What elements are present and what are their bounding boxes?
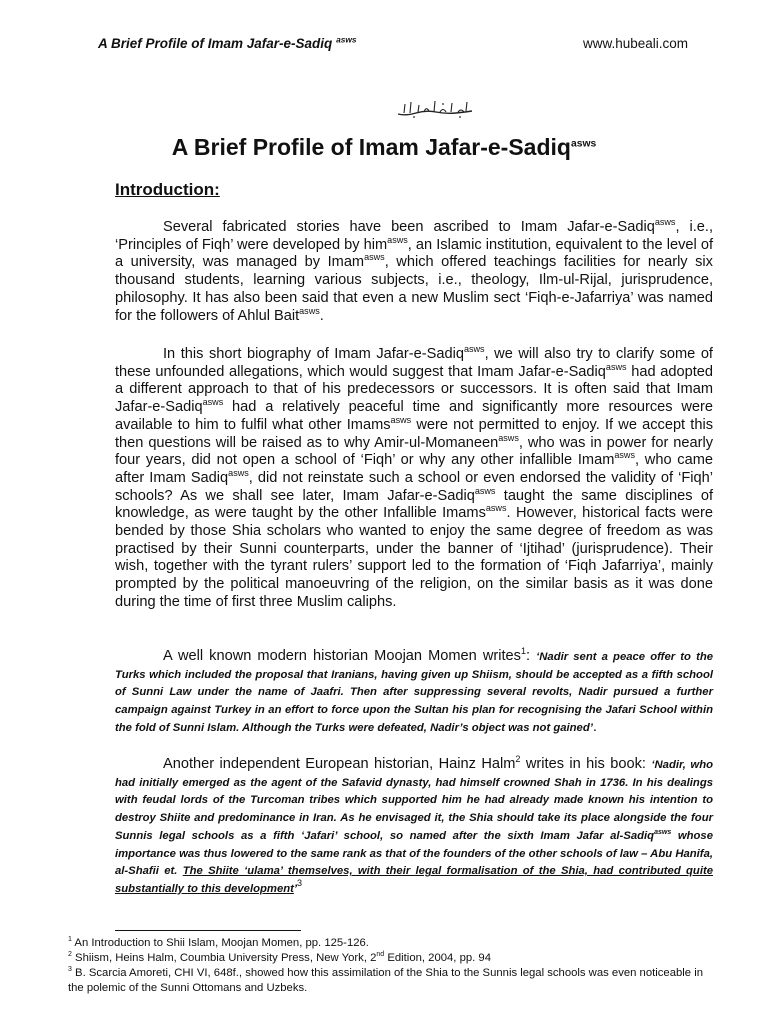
footnote-ref-3: 3: [297, 878, 303, 889]
underlined-quote: The Shiite ‘ulama’ themselves, with their legal formalisation of the Shia, had contributed quite substantially to this development: [115, 865, 714, 895]
footnote-1: $^1$ An Introduction to Shii Islam, Moojan Momen, pp. 125-126.: [68, 936, 369, 949]
quote-momen: ‘Nadir sent a peace offer to the Turks which included the proposal that Iranians, having given up Shiism, should be accepted as a fifth school of Sunni Law under the name of Jaafri. Then after suppressing several revolts, Nadir pursued a further campaign against Turkey in an effort to force upon the Sultan his plan for recognising the Jafari School within the fold of Sunni Islam. Although the Turks were defeated, Nadir’s object was not gained’: [115, 651, 714, 734]
footnote-ref-2: 2: [515, 754, 521, 765]
header-title: A Brief Profile of Imam Jafar-e-Sadiq $^{asws}$: [98, 34, 357, 51]
footnotes: [68, 936, 708, 996]
section-heading-introduction: Introduction:: [115, 180, 220, 199]
bismillah-calligraphy-icon: [396, 96, 474, 120]
quote-halm: ‘Nadir, who had initially emerged as the agent of the Safavid dynasty, had himself crowned Shah in 1736. In his dealings with feudal lords of the Turcoman tribes which supported him he had already made known his intention to destroy Shiite and predominance in Iran. As he envisaged it, the Shia should take its place alongside the four Sunnis legal schools as a fifth ‘Jafari’ school, so named after the sixth Imam Jafar al-Sadiq$^{asws}$ whose importance was thus lowered to the same rank as that of the founders of the other schools of law – Abu Hanifa, al-Shafii et. The Shiite ‘ulama’ themselves, with their legal formalisation of the Shia, had contributed quite substantially to this development’: [115, 759, 714, 895]
footnote-divider: [115, 930, 301, 931]
running-header: [98, 36, 688, 58]
paragraph-2: In this short biography of Imam Jafar-e-Sadiq$^{asws}$, we will also try to clarify some of these unfounded allegations, which would suggest that Imam Jafar-e-Sadiq$^{asws}$ had adopted a different approach to that of his predecessors or successors. It is often said that Imam Jafar-e-Sadiq$^{asws}$ had a relatively peaceful time and significantly more resources were available to him to fulfil what other Imams$^{asws}$ were not permitted to enjoy. If we accept this then questions will be raised as to why Amir-ul-Momaneen$^{asws}$, who was in power for nearly four years, did not open a school of ‘Fiqh’ or why any other infallible Imam$^{asws}$, who came after Imam Sadiq$^{asws}$, did not reinstate such a school or even endorsed the validity of ‘Fiqh’ schools? As we shall see later, Imam Jafar-e-Sadiq$^{asws}$ taught the same disciplines of knowledge, as were taught by the other Infallible Imams$^{asws}$. However, historical facts were bended by those Shia scholars who wanted to enjoy the same degree of freedom as was practised by their Sunni counterparts, under the banner of ‘Ijtihad’ (jurisprudence). Their wish, together with the tyrant rulers’ support led to the formation of ‘Fiqh Jafarriya’, mainly prompted by the political manoeuvring of the religion, on the similar basis as it was done during the time of first three Muslim caliphs.: [115, 344, 714, 610]
paragraph-4: Another independent European historian, Hainz Halm$^2$ writes in his book: ‘Nadir, who had initially emerged as the agent of the Safavid dynasty, had himself crowned Shah in 1736. In his dealings with feudal lords of the Turcoman tribes which supported him he had already made known his intention to destroy Shiite and predominance in Iran. As he envisaged it, the Shia should take its place alongside the four Sunnis legal schools as a fifth ‘Jafari’ school, so named after the sixth Imam Jafar al-Sadiq$^{asws}$ whose importance was thus lowered to the same rank as that of the founders of the other schools of law – Abu Hanifa, al-Shafii et. The Shiite ‘ulama’ themselves, with their legal formalisation of the Shia, had contributed quite substantially to this development’$^3$: [115, 754, 714, 895]
paragraph-1: Several fabricated stories have been ascribed to Imam Jafar-e-Sadiq$^{asws}$, i.e., ‘Principles of Fiqh’ were developed by him$^{asws}$, an Islamic institution, equivalent to the level of a university, was managed by Imam$^{asws}$, which offered teachings facilities for nearly six thousand students, learning various subjects, i.e., theology, Ilm-ul-Rijal, jurisprudence, philosophy. It has also been said that even a new Muslim sect ‘Fiqh-e-Jafarriya’ was named for the followers of Ahlul Bait$^{asws}$.: [115, 217, 713, 324]
header-website: www.hubeali.com: [582, 36, 688, 51]
page-title: A Brief Profile of Imam Jafar-e-Sadiq$^{asws}$: [171, 134, 597, 160]
footnote-ref-1: 1: [520, 646, 526, 657]
paragraph-3: A well known modern historian Moojan Momen writes$^1$: ‘Nadir sent a peace offer to the Turks which included the proposal that Iranians, having given up Shiism, should be accepted as a fifth school of Sunni Law under the name of Jaafri. Then after suppressing several revolts, Nadir pursued a further campaign against Turkey in an effort to force upon the Sultan his plan for recognising the Jafari School within the fold of Sunni Islam. Although the Turks were defeated, Nadir’s object was not gained’.: [115, 646, 714, 735]
footnote-3: $^3$ B. Scarcia Amoreti, CHI VI, 648f., showed how this assimilation of the Shia to the Sunnis legal schools was even noticeable in the polemic of the Sunni Ottomans and Uzbeks.: [68, 966, 703, 994]
footnote-2: $^2$ Shiism, Heins Halm, Coumbia University Press, New York, 2nd Edition, 2004, pp. 94: [68, 951, 491, 964]
